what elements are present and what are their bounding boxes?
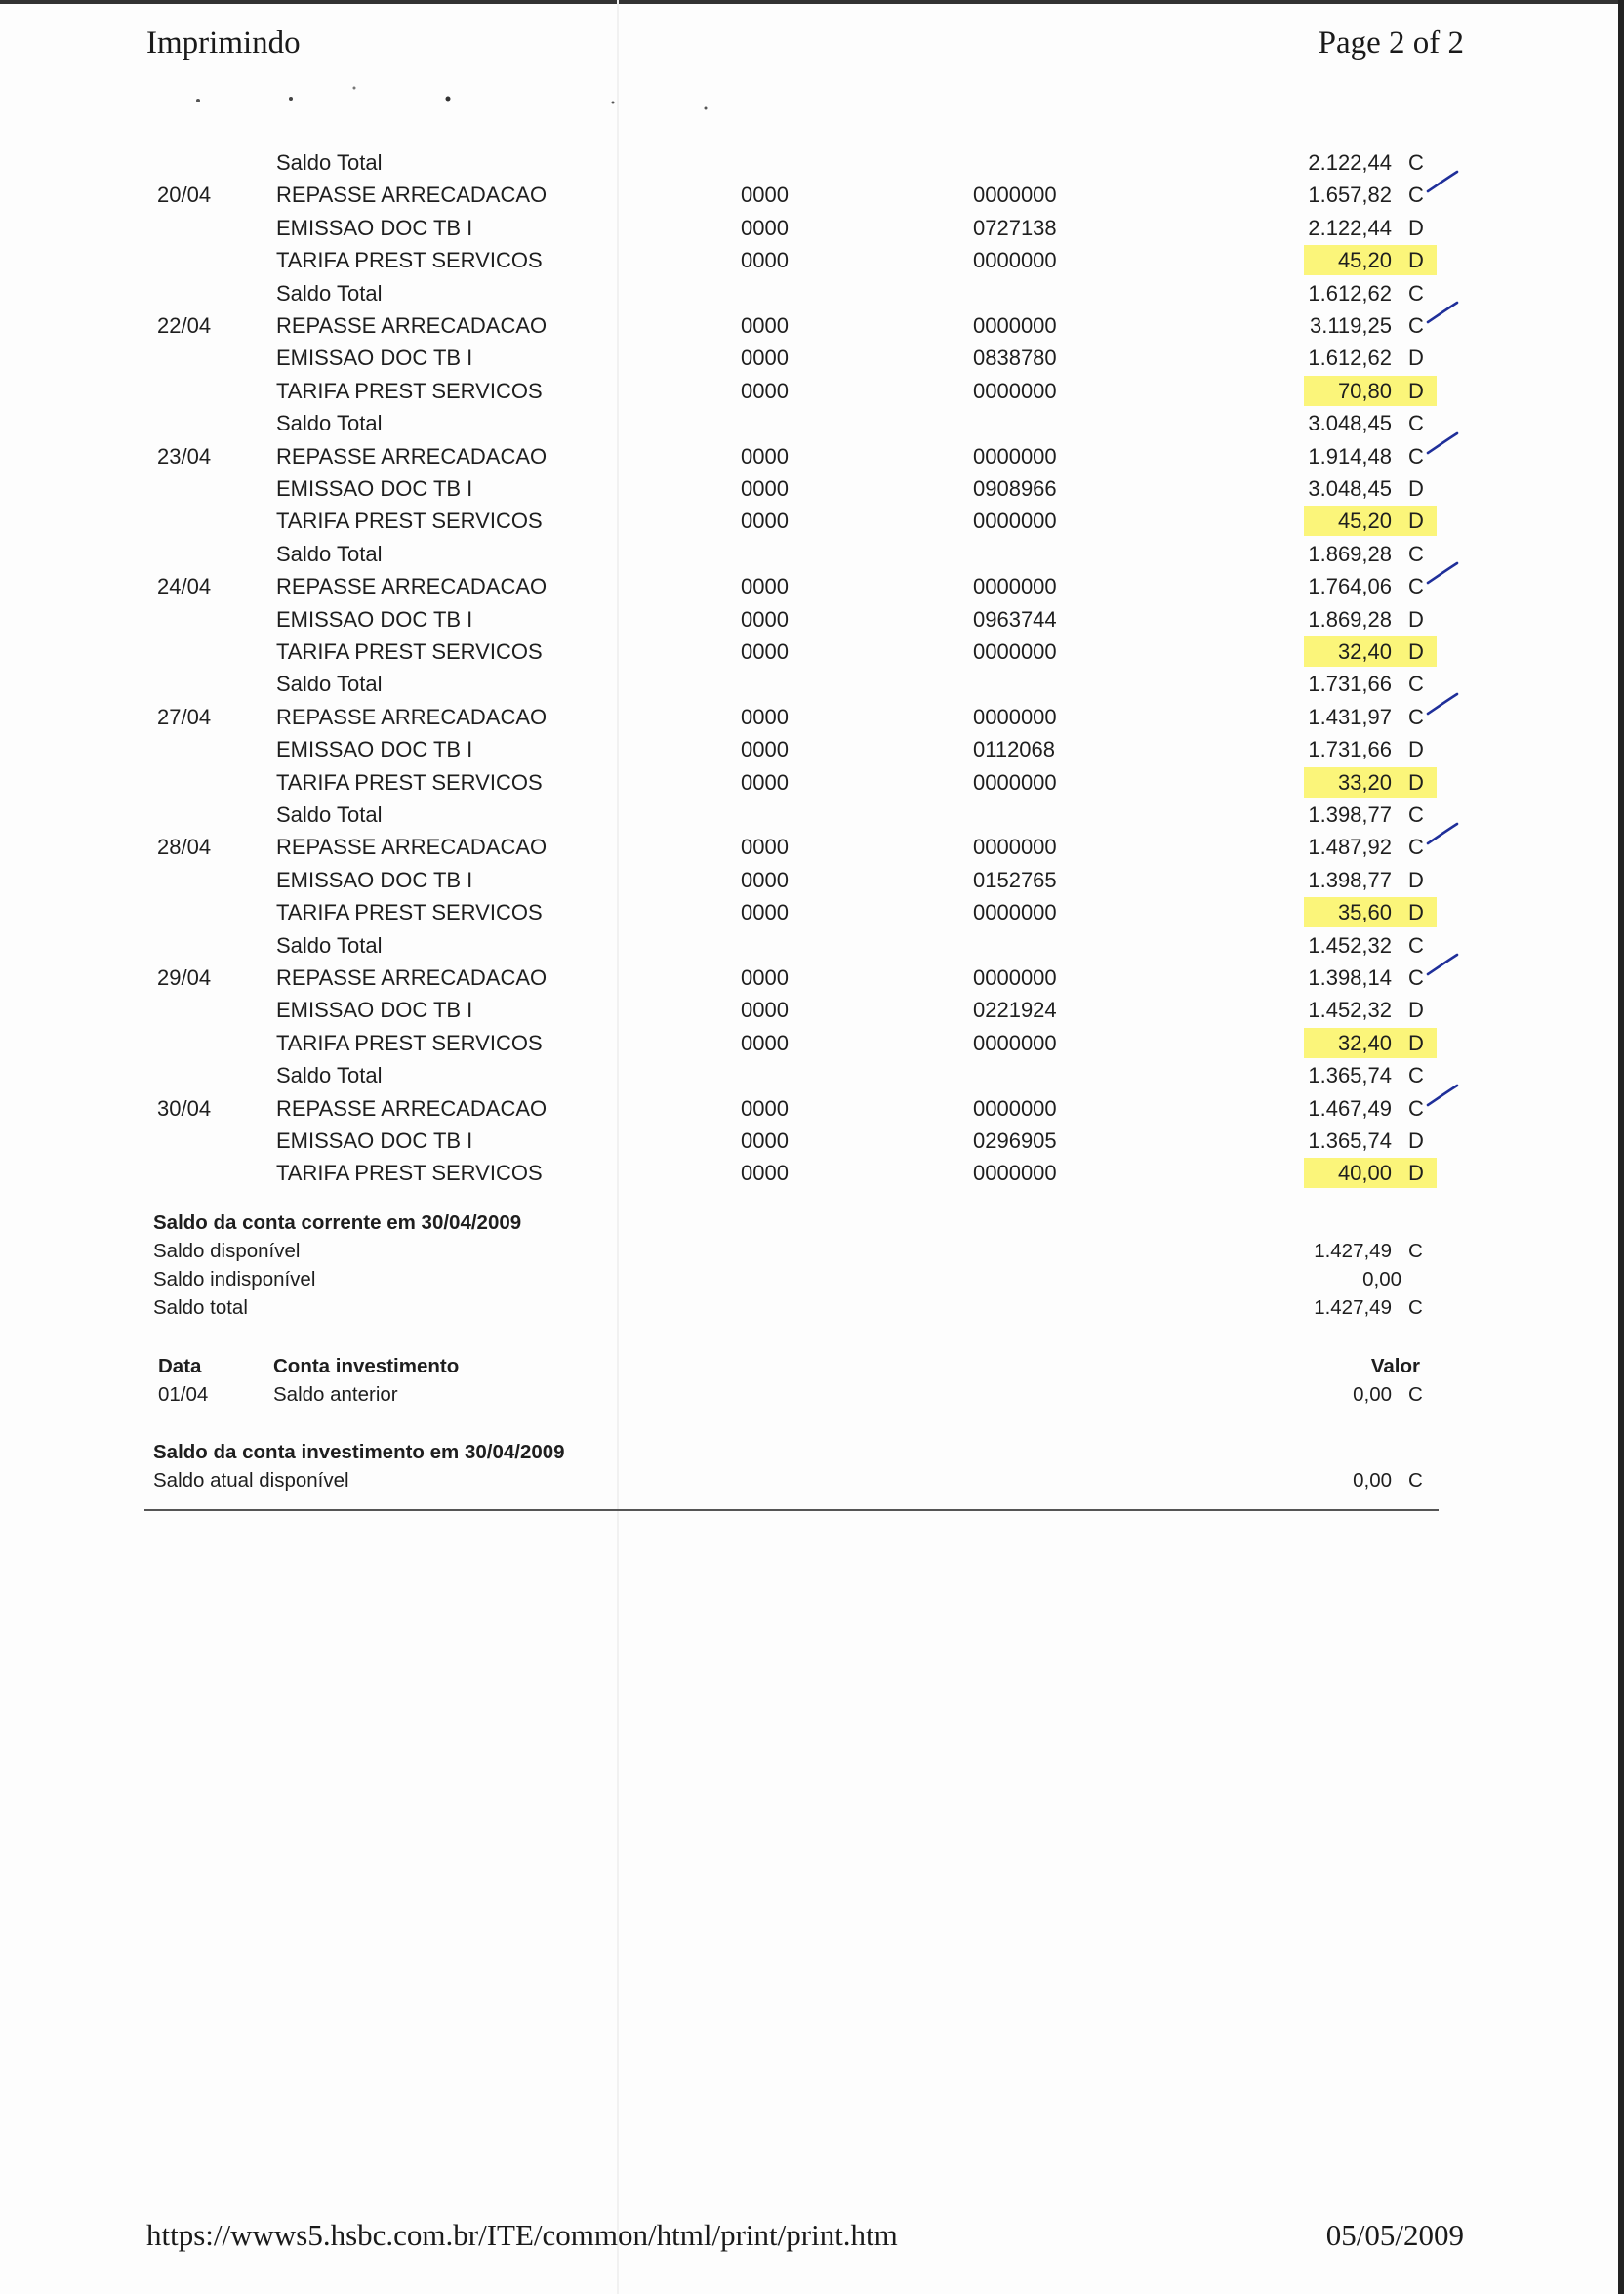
ledger-amount: 1.398,14 xyxy=(1308,965,1392,990)
investment-col-account: Conta investimento xyxy=(273,1355,460,1377)
ledger-row xyxy=(0,212,1624,244)
ledger-amount: 2.122,44 xyxy=(1308,215,1392,240)
ledger-debit-credit: D xyxy=(1408,998,1424,1023)
ledger-date: 29/04 xyxy=(157,965,212,990)
ledger-document: 0000000 xyxy=(973,769,1057,795)
ledger-amount: 45,20 xyxy=(1337,509,1392,534)
ledger-agency: 0000 xyxy=(741,443,789,469)
ledger-row xyxy=(0,146,1624,179)
statement-end-rule xyxy=(144,1509,1439,1511)
ledger-agency: 0000 xyxy=(741,378,789,403)
ledger-debit-credit: D xyxy=(1408,215,1424,240)
ledger-debit-credit: C xyxy=(1408,541,1424,566)
ledger-agency: 0000 xyxy=(741,1095,789,1121)
checkmark-tick-icon xyxy=(1425,1083,1460,1108)
ledger-document: 0000000 xyxy=(973,574,1057,599)
ledger-row xyxy=(0,440,1624,472)
ledger-agency: 0000 xyxy=(741,476,789,501)
print-footer-date: 05/05/2009 xyxy=(1325,2218,1464,2252)
ledger-description: EMISSAO DOC TB I xyxy=(276,476,473,501)
ledger-document: 0908966 xyxy=(973,476,1057,501)
ledger-row xyxy=(0,668,1624,700)
ledger-row xyxy=(0,799,1624,831)
ledger-document: 0000000 xyxy=(973,900,1057,925)
ledger-description: EMISSAO DOC TB I xyxy=(276,867,473,892)
ledger-amount: 3.119,25 xyxy=(1309,313,1392,338)
ledger-description: TARIFA PREST SERVICOS xyxy=(276,509,543,534)
print-header-page-number: Page 2 of 2 xyxy=(1318,25,1464,61)
ledger-description: EMISSAO DOC TB I xyxy=(276,346,473,371)
ledger-description: Saldo Total xyxy=(276,150,383,175)
ledger-document: 0000000 xyxy=(973,704,1057,729)
ledger-document: 0000000 xyxy=(973,183,1057,208)
ledger-agency: 0000 xyxy=(741,509,789,534)
investment-balance-title-row xyxy=(0,1437,1624,1466)
ledger-row xyxy=(0,538,1624,570)
ledger-description: REPASSE ARRECADACAO xyxy=(276,574,548,599)
ledger-debit-credit: C xyxy=(1408,280,1424,306)
ledger-row xyxy=(0,277,1624,309)
total-balance-amount: 1.427,49 xyxy=(1314,1296,1392,1319)
ledger-date: 24/04 xyxy=(157,574,212,599)
ledger-description: TARIFA PREST SERVICOS xyxy=(276,900,543,925)
ledger-amount: 1.731,66 xyxy=(1308,737,1392,762)
ledger-row xyxy=(0,505,1624,537)
unavailable-balance-amount: 0,00 xyxy=(1362,1268,1401,1290)
ledger-debit-credit: C xyxy=(1408,704,1424,729)
ledger-agency: 0000 xyxy=(741,769,789,795)
ledger-debit-credit: D xyxy=(1408,1128,1424,1153)
ledger-amount: 1.467,49 xyxy=(1308,1095,1392,1121)
ledger-row xyxy=(0,1059,1624,1091)
ledger-date: 20/04 xyxy=(157,183,212,208)
ledger-debit-credit: D xyxy=(1408,509,1424,534)
checkmark-tick-icon xyxy=(1425,952,1460,977)
ledger-amount: 1.764,06 xyxy=(1308,574,1392,599)
checkmark-tick-icon xyxy=(1425,560,1460,586)
ledger-document: 0838780 xyxy=(973,346,1057,371)
ledger-agency: 0000 xyxy=(741,606,789,632)
ledger-agency: 0000 xyxy=(741,900,789,925)
ledger-description: Saldo Total xyxy=(276,672,383,697)
ledger-document: 0112068 xyxy=(973,737,1056,762)
ledger-agency: 0000 xyxy=(741,1030,789,1055)
ledger-row xyxy=(0,994,1624,1026)
ledger-description: EMISSAO DOC TB I xyxy=(276,215,473,240)
investment-row-dc: C xyxy=(1408,1383,1423,1406)
checkmark-tick-icon xyxy=(1425,169,1460,194)
ledger-document: 0000000 xyxy=(973,248,1057,273)
ledger-debit-credit: C xyxy=(1408,835,1424,860)
investment-row-amount: 0,00 xyxy=(1353,1383,1392,1406)
ledger-amount: 1.612,62 xyxy=(1308,346,1392,371)
ledger-description: TARIFA PREST SERVICOS xyxy=(276,769,543,795)
ledger-description: REPASSE ARRECADACAO xyxy=(276,443,548,469)
checkmark-tick-icon xyxy=(1425,430,1460,456)
ledger-debit-credit: C xyxy=(1408,672,1424,697)
ledger-agency: 0000 xyxy=(741,1161,789,1186)
ledger-agency: 0000 xyxy=(741,737,789,762)
ledger-row xyxy=(0,1027,1624,1059)
investment-header-row xyxy=(0,1351,1624,1380)
ledger-document: 0000000 xyxy=(973,1161,1057,1186)
ledger-amount: 1.869,28 xyxy=(1308,606,1392,632)
ledger-debit-credit: D xyxy=(1408,346,1424,371)
ledger-row xyxy=(0,375,1624,407)
ledger-amount: 1.657,82 xyxy=(1308,183,1392,208)
ledger-amount: 45,20 xyxy=(1337,248,1392,273)
ledger-description: TARIFA PREST SERVICOS xyxy=(276,639,543,664)
ledger-document: 0000000 xyxy=(973,1030,1057,1055)
ledger-agency: 0000 xyxy=(741,835,789,860)
ledger-amount: 40,00 xyxy=(1337,1161,1392,1186)
ledger-document: 0000000 xyxy=(973,965,1057,990)
ledger-row xyxy=(0,1157,1624,1189)
ledger-row xyxy=(0,342,1624,374)
ledger-document: 0000000 xyxy=(973,835,1057,860)
ledger-amount: 1.869,28 xyxy=(1308,541,1392,566)
ledger-row xyxy=(0,179,1624,211)
available-balance-amount: 1.427,49 xyxy=(1314,1240,1392,1262)
ledger-amount: 1.914,48 xyxy=(1308,443,1392,469)
ledger-amount: 32,40 xyxy=(1337,1030,1392,1055)
ledger-amount: 3.048,45 xyxy=(1308,476,1392,501)
ledger-amount: 1.431,97 xyxy=(1308,704,1392,729)
print-header-title: Imprimindo xyxy=(146,25,301,61)
ledger-debit-credit: C xyxy=(1408,1095,1424,1121)
ledger-row xyxy=(0,635,1624,668)
ledger-description: Saldo Total xyxy=(276,802,383,827)
ledger-description: EMISSAO DOC TB I xyxy=(276,1128,473,1153)
ledger-agency: 0000 xyxy=(741,313,789,338)
ledger-description: EMISSAO DOC TB I xyxy=(276,737,473,762)
ledger-document: 0000000 xyxy=(973,443,1057,469)
ledger-debit-credit: D xyxy=(1408,737,1424,762)
ledger-row xyxy=(0,570,1624,602)
checkmark-tick-icon xyxy=(1425,691,1460,717)
current-account-title-row xyxy=(0,1208,1624,1237)
investment-current-row xyxy=(0,1465,1624,1495)
ledger-description: REPASSE ARRECADACAO xyxy=(276,704,548,729)
ledger-agency: 0000 xyxy=(741,704,789,729)
ledger-description: REPASSE ARRECADACAO xyxy=(276,183,548,208)
ledger-agency: 0000 xyxy=(741,574,789,599)
ledger-description: Saldo Total xyxy=(276,932,383,958)
ledger-description: TARIFA PREST SERVICOS xyxy=(276,1030,543,1055)
ledger-description: TARIFA PREST SERVICOS xyxy=(276,248,543,273)
ledger-amount: 33,20 xyxy=(1337,769,1392,795)
ledger-document: 0000000 xyxy=(973,1095,1057,1121)
investment-current-label: Saldo atual disponível xyxy=(153,1469,349,1492)
ledger-row xyxy=(0,244,1624,276)
ledger-debit-credit: C xyxy=(1408,411,1424,436)
ledger-debit-credit: C xyxy=(1408,183,1424,208)
investment-current-dc: C xyxy=(1408,1469,1423,1492)
total-balance-dc: C xyxy=(1408,1296,1423,1319)
ledger-row xyxy=(0,472,1624,505)
ledger-amount: 3.048,45 xyxy=(1308,411,1392,436)
scan-right-edge xyxy=(1618,0,1624,2294)
ledger-date: 22/04 xyxy=(157,313,212,338)
ledger-document: 0000000 xyxy=(973,639,1057,664)
ledger-description: EMISSAO DOC TB I xyxy=(276,998,473,1023)
ledger-debit-credit: D xyxy=(1408,769,1424,795)
ledger-row xyxy=(0,896,1624,928)
ledger-debit-credit: C xyxy=(1408,1063,1424,1088)
ledger-description: EMISSAO DOC TB I xyxy=(276,606,473,632)
investment-col-date: Data xyxy=(158,1355,202,1377)
investment-row-date: 01/04 xyxy=(158,1383,209,1406)
ledger-document: 0296905 xyxy=(973,1128,1057,1153)
ledger-row xyxy=(0,309,1624,342)
ledger-row xyxy=(0,962,1624,994)
checkmark-tick-icon xyxy=(1425,821,1460,846)
ledger-amount: 1.452,32 xyxy=(1308,932,1392,958)
investment-row-desc: Saldo anterior xyxy=(273,1383,398,1406)
ledger-document: 0727138 xyxy=(973,215,1057,240)
ledger-row xyxy=(0,1125,1624,1157)
investment-col-value: Valor xyxy=(1370,1355,1420,1377)
ledger-description: TARIFA PREST SERVICOS xyxy=(276,378,543,403)
scan-dust-specks xyxy=(0,0,1624,127)
ledger-description: Saldo Total xyxy=(276,280,383,306)
ledger-debit-credit: D xyxy=(1408,476,1424,501)
ledger-document: 0000000 xyxy=(973,509,1057,534)
ledger-debit-credit: D xyxy=(1408,606,1424,632)
ledger-debit-credit: D xyxy=(1408,248,1424,273)
checkmark-tick-icon xyxy=(1425,300,1460,325)
ledger-description: REPASSE ARRECADACAO xyxy=(276,965,548,990)
total-balance-label: Saldo total xyxy=(153,1296,248,1319)
ledger-description: REPASSE ARRECADACAO xyxy=(276,835,548,860)
ledger-amount: 35,60 xyxy=(1337,900,1392,925)
print-footer-url: https://wwws5.hsbc.com.br/ITE/common/html/print/print.htm xyxy=(146,2218,898,2252)
ledger-row xyxy=(0,1092,1624,1125)
ledger-description: Saldo Total xyxy=(276,1063,383,1088)
ledger-row xyxy=(0,766,1624,799)
ledger-debit-credit: D xyxy=(1408,867,1424,892)
ledger-agency: 0000 xyxy=(741,1128,789,1153)
ledger-amount: 1.487,92 xyxy=(1308,835,1392,860)
ledger-amount: 1.731,66 xyxy=(1308,672,1392,697)
ledger-amount: 1.612,62 xyxy=(1308,280,1392,306)
ledger-agency: 0000 xyxy=(741,346,789,371)
ledger-date: 23/04 xyxy=(157,443,212,469)
ledger-debit-credit: C xyxy=(1408,443,1424,469)
ledger-description: Saldo Total xyxy=(276,541,383,566)
ledger-amount: 32,40 xyxy=(1337,639,1392,664)
ledger-row xyxy=(0,603,1624,635)
ledger-document: 0221924 xyxy=(973,998,1057,1023)
ledger-debit-credit: D xyxy=(1408,378,1424,403)
ledger-row xyxy=(0,701,1624,733)
ledger-document: 0000000 xyxy=(973,378,1057,403)
ledger-amount: 1.398,77 xyxy=(1308,802,1392,827)
ledger-debit-credit: C xyxy=(1408,965,1424,990)
unavailable-balance-label: Saldo indisponível xyxy=(153,1268,316,1290)
unavailable-balance-row xyxy=(0,1264,1624,1293)
ledger-agency: 0000 xyxy=(741,639,789,664)
ledger-description: TARIFA PREST SERVICOS xyxy=(276,1161,543,1186)
available-balance-label: Saldo disponível xyxy=(153,1240,301,1262)
ledger-agency: 0000 xyxy=(741,215,789,240)
ledger-document: 0000000 xyxy=(973,313,1057,338)
ledger-date: 27/04 xyxy=(157,704,212,729)
current-account-title: Saldo da conta corrente em 30/04/2009 xyxy=(153,1211,522,1234)
ledger-agency: 0000 xyxy=(741,998,789,1023)
ledger-description: Saldo Total xyxy=(276,411,383,436)
investment-balance-title: Saldo da conta investimento em 30/04/2009 xyxy=(153,1441,565,1463)
ledger-amount: 2.122,44 xyxy=(1308,150,1392,175)
ledger-row xyxy=(0,831,1624,863)
ledger-debit-credit: C xyxy=(1408,802,1424,827)
ledger-row xyxy=(0,407,1624,439)
ledger-document: 0963744 xyxy=(973,606,1057,632)
ledger-agency: 0000 xyxy=(741,867,789,892)
ledger-document: 0152765 xyxy=(973,867,1057,892)
ledger-debit-credit: C xyxy=(1408,932,1424,958)
ledger-date: 30/04 xyxy=(157,1095,212,1121)
ledger-description: REPASSE ARRECADACAO xyxy=(276,313,548,338)
ledger-debit-credit: D xyxy=(1408,900,1424,925)
investment-row xyxy=(0,1379,1624,1409)
ledger-debit-credit: D xyxy=(1408,1030,1424,1055)
ledger-amount: 1.365,74 xyxy=(1308,1063,1392,1088)
ledger-debit-credit: D xyxy=(1408,639,1424,664)
available-balance-dc: C xyxy=(1408,1240,1423,1262)
ledger-row xyxy=(0,929,1624,962)
ledger-amount: 1.365,74 xyxy=(1308,1128,1392,1153)
ledger-debit-credit: D xyxy=(1408,1161,1424,1186)
ledger-amount: 1.398,77 xyxy=(1308,867,1392,892)
total-balance-row xyxy=(0,1292,1624,1322)
ledger-date: 28/04 xyxy=(157,835,212,860)
ledger-row xyxy=(0,864,1624,896)
ledger-debit-credit: C xyxy=(1408,574,1424,599)
ledger-debit-credit: C xyxy=(1408,150,1424,175)
ledger-row xyxy=(0,733,1624,765)
available-balance-row xyxy=(0,1236,1624,1265)
ledger-agency: 0000 xyxy=(741,183,789,208)
ledger-amount: 1.452,32 xyxy=(1308,998,1392,1023)
ledger-debit-credit: C xyxy=(1408,313,1424,338)
ledger-amount: 70,80 xyxy=(1337,378,1392,403)
investment-current-amount: 0,00 xyxy=(1353,1469,1392,1492)
ledger-agency: 0000 xyxy=(741,248,789,273)
ledger-agency: 0000 xyxy=(741,965,789,990)
ledger-description: REPASSE ARRECADACAO xyxy=(276,1095,548,1121)
